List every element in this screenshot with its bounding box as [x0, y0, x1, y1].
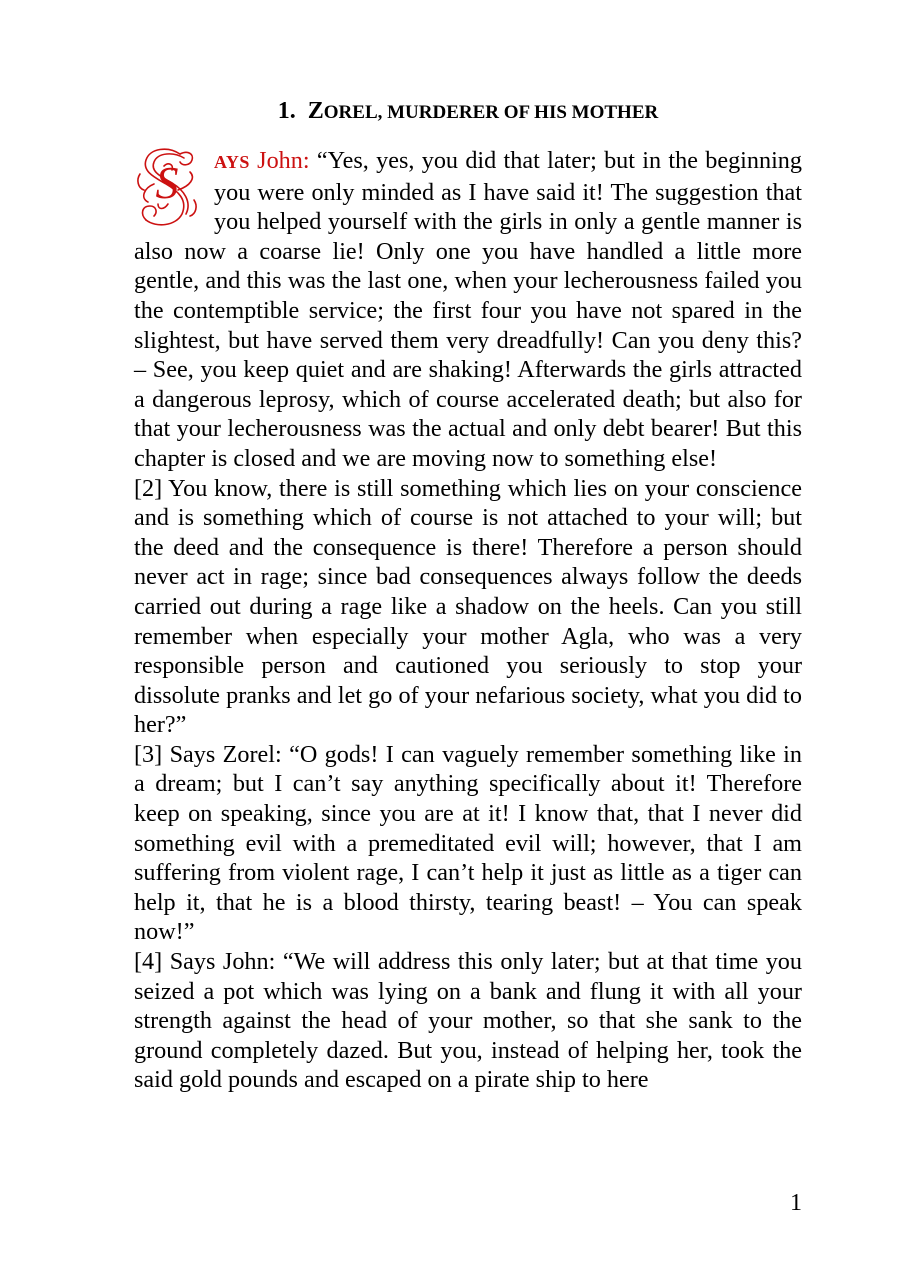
chapter-body: [134, 146, 802, 1095]
paragraph-1-lead: AYS: [214, 152, 250, 172]
chapter-title: [134, 96, 802, 128]
page-content: [134, 96, 802, 1095]
paragraph-2: [2] You know, there is still something which lies on your conscience and is something which of course is not attached to your will; but the deed and the consequence is there! Therefore a person should never act in rage; since bad consequences always follow the deeds carried out during a rage like a shadow on the heels. Can you still remember when especially your mother Agla, who was a very responsible person and cautioned you seriously to stop your dissolute pranks and let go of your nefarious society, what you did to her?”: [134, 474, 802, 739]
drop-cap-s-icon: [134, 144, 200, 230]
chapter-number: 1.: [277, 98, 296, 124]
paragraph-4: [4] Says John: “We will address this only later; but at that time you seized a pot which was lying on a bank and flung it with all your strength against the head of your mother, so that she sank to the ground completely dazed. But you, instead of helping her, took the said gold pounds and escaped on a pirate ship to here: [134, 948, 802, 1094]
chapter-title-initial: Z: [307, 98, 324, 124]
paragraph-3: [3] Says Zorel: “O gods! I can vaguely remember something like in a dream; but I can’t say anything specifically about it! Therefore keep on speaking, since you are at it! I know that, that I never did something evil with a premeditated evil will; however, that I am suffering from violent rage, I can’t help it just as little as a tiger can help it, that he is a blood thirsty, tearing beast! – You can speak now!”: [134, 740, 802, 946]
drop-cap-ornament: [134, 144, 200, 230]
paragraph-1-speaker: John:: [249, 147, 310, 174]
page-number: 1: [790, 1190, 802, 1216]
paragraph-1: [134, 146, 802, 474]
drop-cap-letter: S: [155, 157, 179, 208]
paragraph-1-text: “Yes, yes, you did that later; but in the beginning you were only minded as I have said it! The suggestion that you helped yourself with the girls in only a gentle manner is also now a coarse lie! Only one you have handled a little more gentle, and this was the last one, when your lecherousness failed you the contemptible service; the first four you have not spared in the slightest, but have served them very dreadfully! Can you deny this? – See, you keep quiet and are shaking! Afterwards the girls attracted a dangerous leprosy, which of course accelerated death; but also for that your lecherousness was the actual and only debt bearer! But this chapter is closed and we are moving now to something else!: [134, 147, 802, 472]
chapter-title-rest: OREL, MURDERER OF HIS MOTHER: [323, 102, 659, 123]
